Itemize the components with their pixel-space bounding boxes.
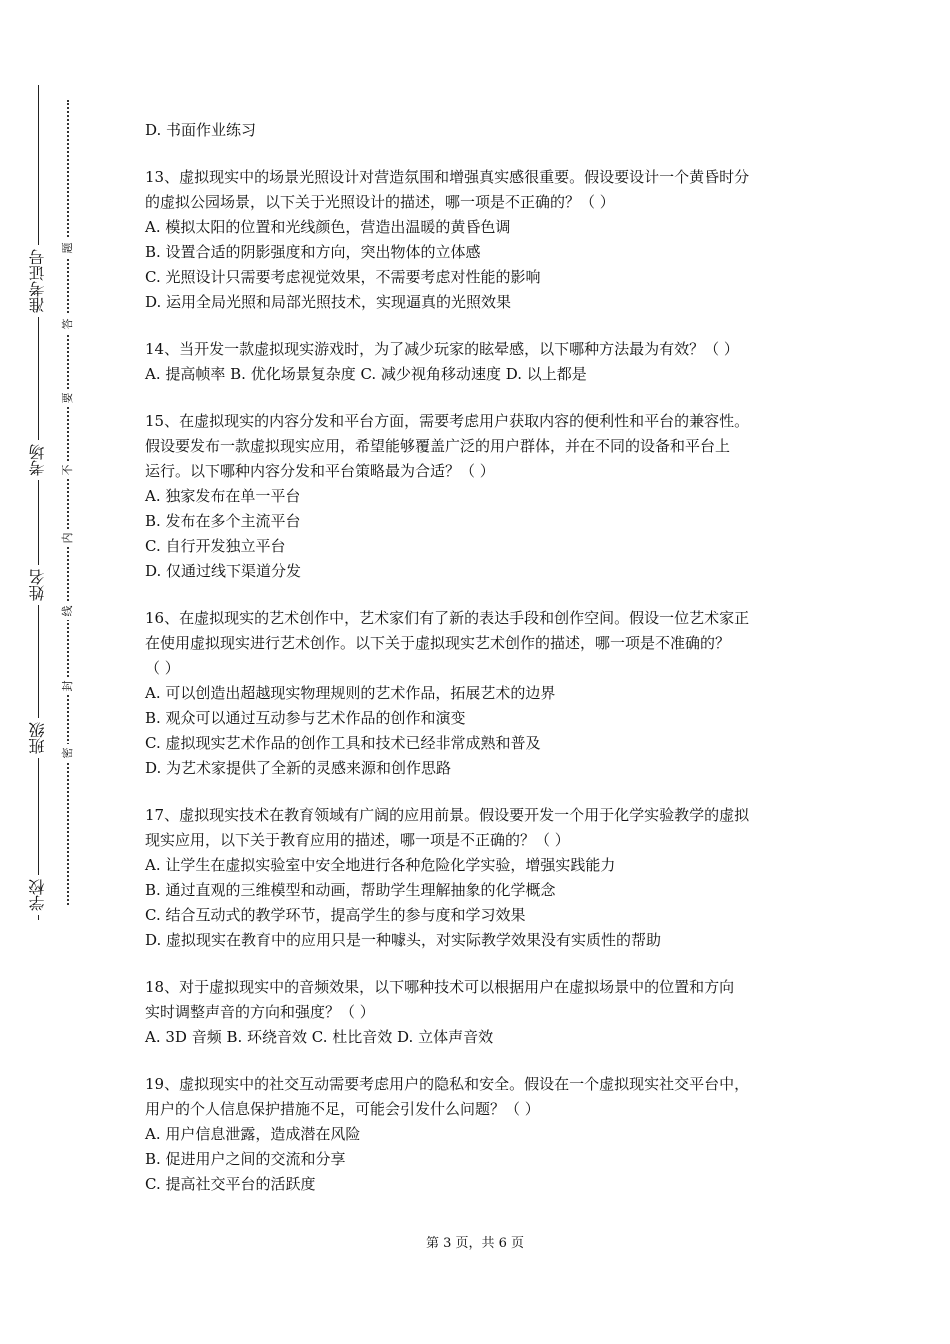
question-18 (145, 975, 820, 1050)
question-stem: 13、虚拟现实中的场景光照设计对营造氛围和增强真实感很重要。假设要设计一个黄昏时分 (145, 168, 750, 186)
seal-char: 内 (60, 529, 76, 547)
option: C. 虚拟现实艺术作品的创作工具和技术已经非常成熟和普及 (145, 734, 541, 752)
option: B. 发布在多个主流平台 (145, 512, 301, 530)
question-15 (145, 409, 820, 584)
option: D. 运用全局光照和局部光照技术，实现逼真的光照效果 (145, 293, 512, 311)
question-stem: （ ） (145, 659, 180, 677)
option: A. 让学生在虚拟实验室中安全地进行各种危险化学实验，增强实践能力 (145, 856, 616, 874)
question-stem: 运行。以下哪种内容分发和平台策略最为合适？（ ） (145, 462, 495, 480)
option: D. 书面作业练习 (145, 121, 257, 139)
field-label-class: 班级 (22, 718, 54, 758)
question-16 (145, 606, 820, 781)
seal-char: 不 (60, 461, 76, 479)
option: C. 光照设计只需要考虑视觉效果，不需要考虑对性能的影响 (145, 268, 541, 286)
option: B. 观众可以通过互动参与艺术作品的创作和演变 (145, 709, 466, 727)
question-stem: 15、在虚拟现实的内容分发和平台方面，需要考虑用户获取内容的便利性和平台的兼容性。 (145, 412, 750, 430)
question-stem: 14、当开发一款虚拟现实游戏时，为了减少玩家的眩晕感，以下哪种方法最为有效？（ ） (145, 340, 739, 358)
field-label-exam-id: 准考证号 (22, 245, 54, 317)
binding-strip (0, 0, 80, 1344)
field-label-exam-room: 考场 (22, 440, 54, 480)
binding-solid-line (38, 85, 39, 920)
option: D. 虚拟现实在教育中的应用只是一种噱头，对实际教学效果没有实质性的帮助 (145, 931, 662, 949)
seal-char: 密 (60, 744, 76, 762)
seal-char: 要 (60, 389, 76, 407)
field-label-name: 姓名 (22, 565, 54, 605)
question-stem: 17、虚拟现实技术在教育领域有广阔的应用前景。假设要开发一个用于化学实验教学的虚拟 (145, 806, 750, 824)
option: B. 设置合适的阴影强度和方向，突出物体的立体感 (145, 243, 481, 261)
option: C. 提高社交平台的活跃度 (145, 1175, 316, 1193)
field-label-school: 学校 (22, 875, 54, 915)
option: D. 仅通过线下渠道分发 (145, 562, 302, 580)
option: A. 提高帧率 B. 优化场景复杂度 C. 减少视角移动速度 D. 以上都是 (145, 365, 587, 383)
question-stem: 假设要发布一款虚拟现实应用，希望能够覆盖广泛的用户群体，并在不同的设备和平台上 (145, 437, 731, 455)
question-stem: 实时调整声音的方向和强度？（ ） (145, 1003, 375, 1021)
question-content (145, 118, 820, 1197)
option: D. 为艺术家提供了全新的灵感来源和创作思路 (145, 759, 452, 777)
option: A. 3D 音频 B. 环绕音效 C. 杜比音效 D. 立体声音效 (145, 1028, 494, 1046)
question-13 (145, 165, 820, 315)
question-stem: 在使用虚拟现实进行艺术创作。以下关于虚拟现实艺术创作的描述，哪一项是不准确的？ (145, 634, 731, 652)
option: A. 可以创造出超越现实物理规则的艺术作品，拓展艺术的边界 (145, 684, 556, 702)
option: A. 模拟太阳的位置和光线颜色，营造出温暖的黄昏色调 (145, 218, 511, 236)
option: B. 促进用户之间的交流和分享 (145, 1150, 346, 1168)
question-stem: 用户的个人信息保护措施不足，可能会引发什么问题？（ ） (145, 1100, 540, 1118)
question-stem: 16、在虚拟现实的艺术创作中，艺术家们有了新的表达手段和创作空间。假设一位艺术家正 (145, 609, 750, 627)
binding-dotted-line (67, 100, 69, 905)
question-17 (145, 803, 820, 953)
page-footer: 第 3 页，共 6 页 (425, 1236, 525, 1251)
question-stem: 现实应用，以下关于教育应用的描述，哪一项是不正确的？（ ） (145, 831, 570, 849)
question-14 (145, 337, 820, 387)
option: B. 通过直观的三维模型和动画，帮助学生理解抽象的化学概念 (145, 881, 556, 899)
question-stem: 的虚拟公园场景，以下关于光照设计的描述，哪一项是不正确的？（ ） (145, 193, 615, 211)
option: A. 用户信息泄露，造成潜在风险 (145, 1125, 361, 1143)
question-stem: 18、对于虚拟现实中的音频效果，以下哪种技术可以根据用户在虚拟场景中的位置和方向 (145, 978, 735, 996)
question-stem: 19、虚拟现实中的社交互动需要考虑用户的隐私和安全。假设在一个虚拟现实社交平台中， (145, 1075, 750, 1093)
option: C. 自行开发独立平台 (145, 537, 286, 555)
seal-char: 题 (60, 239, 76, 257)
question-19 (145, 1072, 820, 1197)
option: C. 结合互动式的教学环节，提高学生的参与度和学习效果 (145, 906, 526, 924)
seal-char: 封 (60, 677, 76, 695)
option: A. 独家发布在单一平台 (145, 487, 301, 505)
seal-char: 答 (60, 315, 76, 333)
seal-char: 线 (60, 602, 76, 620)
